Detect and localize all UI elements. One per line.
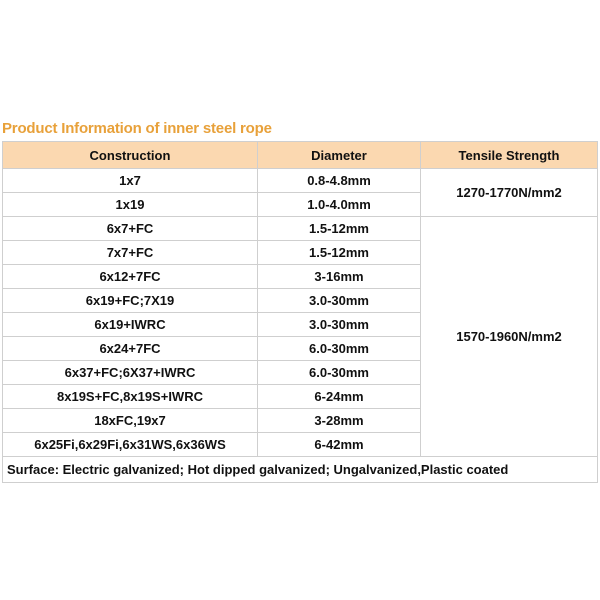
diameter-cell: 6-42mm <box>258 433 421 457</box>
header-tensile-strength: Tensile Strength <box>421 142 598 169</box>
construction-cell: 6x12+7FC <box>3 265 258 289</box>
surface-note: Surface: Electric galvanized; Hot dipped galvanized; Ungalvanized,Plastic coated <box>3 457 598 483</box>
diameter-cell: 1.5-12mm <box>258 217 421 241</box>
table-title: Product Information of inner steel rope <box>2 120 272 137</box>
construction-cell: 6x37+FC;6X37+IWRC <box>3 361 258 385</box>
construction-cell: 8x19S+FC,8x19S+IWRC <box>3 385 258 409</box>
diameter-cell: 6.0-30mm <box>258 361 421 385</box>
tensile-strength-cell: 1270-1770N/mm2 <box>421 169 598 217</box>
diameter-cell: 3.0-30mm <box>258 313 421 337</box>
construction-cell: 6x25Fi,6x29Fi,6x31WS,6x36WS <box>3 433 258 457</box>
diameter-cell: 1.5-12mm <box>258 241 421 265</box>
steel-rope-spec-table <box>2 141 598 483</box>
construction-cell: 6x19+IWRC <box>3 313 258 337</box>
diameter-cell: 1.0-4.0mm <box>258 193 421 217</box>
tensile-strength-cell: 1570-1960N/mm2 <box>421 217 598 457</box>
construction-cell: 6x19+FC;7X19 <box>3 289 258 313</box>
header-diameter: Diameter <box>258 142 421 169</box>
table-header-row <box>3 142 598 169</box>
diameter-cell: 6-24mm <box>258 385 421 409</box>
diameter-cell: 0.8-4.8mm <box>258 169 421 193</box>
construction-cell: 6x7+FC <box>3 217 258 241</box>
construction-cell: 7x7+FC <box>3 241 258 265</box>
diameter-cell: 3-28mm <box>258 409 421 433</box>
construction-cell: 18xFC,19x7 <box>3 409 258 433</box>
header-construction: Construction <box>3 142 258 169</box>
construction-cell: 1x7 <box>3 169 258 193</box>
diameter-cell: 3-16mm <box>258 265 421 289</box>
diameter-cell: 3.0-30mm <box>258 289 421 313</box>
table-row <box>3 217 598 241</box>
construction-cell: 1x19 <box>3 193 258 217</box>
surface-row <box>3 457 598 483</box>
diameter-cell: 6.0-30mm <box>258 337 421 361</box>
table-row <box>3 169 598 193</box>
construction-cell: 6x24+7FC <box>3 337 258 361</box>
